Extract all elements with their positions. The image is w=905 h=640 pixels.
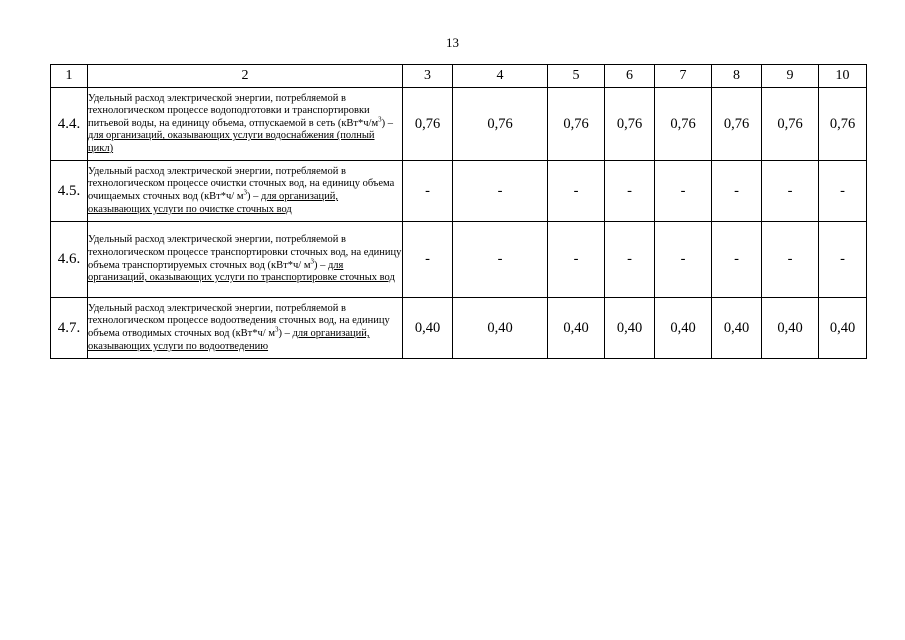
value-cell: 0,40 xyxy=(762,298,819,359)
column-header: 4 xyxy=(453,65,548,88)
value-cell: 0,76 xyxy=(762,88,819,161)
page-number: 13 xyxy=(446,35,459,50)
value-cell: - xyxy=(605,222,655,298)
value-cell: 0,40 xyxy=(819,298,867,359)
row-number: 4.5. xyxy=(51,161,88,222)
column-header: 8 xyxy=(712,65,762,88)
value-cell: 0,40 xyxy=(605,298,655,359)
value-cell: - xyxy=(548,161,605,222)
table-row xyxy=(51,298,867,359)
value-cell: 0,76 xyxy=(548,88,605,161)
value-cell: - xyxy=(403,161,453,222)
superscript: 3 xyxy=(378,115,382,124)
table-row xyxy=(51,161,867,222)
value-cell: - xyxy=(403,222,453,298)
value-cell: - xyxy=(762,222,819,298)
value-cell: 0,76 xyxy=(605,88,655,161)
column-header: 10 xyxy=(819,65,867,88)
value-cell: - xyxy=(712,161,762,222)
value-cell: 0,76 xyxy=(655,88,712,161)
row-description xyxy=(88,161,403,222)
value-cell: 0,40 xyxy=(403,298,453,359)
value-cell: - xyxy=(655,222,712,298)
value-cell: - xyxy=(655,161,712,222)
description-underlined: для организаций, оказывающих услуги водоснабжения (полный цикл) xyxy=(88,130,375,154)
value-cell: 0,40 xyxy=(655,298,712,359)
table-row xyxy=(51,88,867,161)
description-text: Удельный расход электрической энергии, потребляемой в технологическом процессе очистки сточных вод, на единицу объема очищаемых сточных вод (кВт*ч/ м xyxy=(88,165,395,202)
description-underlined: для организаций, оказывающих услуги по водоотведению xyxy=(88,328,370,352)
value-cell: 0,40 xyxy=(548,298,605,359)
superscript: 3 xyxy=(243,188,247,197)
value-cell: - xyxy=(819,222,867,298)
description-text: ) – xyxy=(381,117,393,129)
value-cell: 0,40 xyxy=(712,298,762,359)
column-header: 2 xyxy=(88,65,403,88)
value-cell: - xyxy=(453,161,548,222)
description-text: ) – xyxy=(278,328,293,339)
indicators-table xyxy=(50,64,867,359)
superscript: 3 xyxy=(274,325,279,334)
description-text: Удельный расход электрической энергии, потребляемой в технологическом процессе водоотведения сточных вод, на единицу объема отводимых сточных вод (кВт*ч/ м xyxy=(88,302,390,339)
value-cell: 0,76 xyxy=(403,88,453,161)
description-text: ) – xyxy=(313,259,328,271)
description-text: Удельный расход электрической энергии, потребляемой в технологическом процессе водоподготовки и транспортировки питьевой воды, на единицу объема, отпускаемой в сеть (кВт*ч/м xyxy=(88,92,379,129)
value-cell: 0,76 xyxy=(453,88,548,161)
value-cell: - xyxy=(453,222,548,298)
row-description xyxy=(88,222,403,298)
value-cell: 0,76 xyxy=(712,88,762,161)
row-number: 4.6. xyxy=(51,222,88,298)
column-header: 6 xyxy=(605,65,655,88)
value-cell: - xyxy=(762,161,819,222)
row-description xyxy=(88,88,403,161)
column-header: 9 xyxy=(762,65,819,88)
value-cell: 0,76 xyxy=(819,88,867,161)
value-cell: - xyxy=(712,222,762,298)
value-cell: - xyxy=(548,222,605,298)
description-underlined: для организаций, оказывающих услуги по очистке сточных вод xyxy=(88,191,339,215)
row-description xyxy=(88,298,403,359)
row-number: 4.7. xyxy=(51,298,88,359)
value-cell: 0,40 xyxy=(453,298,548,359)
table-row xyxy=(51,222,867,298)
description-text: Удельный расход электрической энергии, потребляемой в технологическом процессе транспортировки сточных вод, на единицу объема транспортируемых сточных вод (кВт*ч/ м xyxy=(88,234,402,271)
description-text: ) – xyxy=(247,191,261,202)
row-number: 4.4. xyxy=(51,88,88,161)
header-row xyxy=(51,65,867,88)
column-header: 7 xyxy=(655,65,712,88)
column-header: 1 xyxy=(51,65,88,88)
description-underlined: для организаций, оказывающих услуги по транспортировке сточных вод xyxy=(88,259,395,284)
value-cell: - xyxy=(819,161,867,222)
column-header: 3 xyxy=(403,65,453,88)
column-header: 5 xyxy=(548,65,605,88)
superscript: 3 xyxy=(310,257,314,265)
value-cell: - xyxy=(605,161,655,222)
